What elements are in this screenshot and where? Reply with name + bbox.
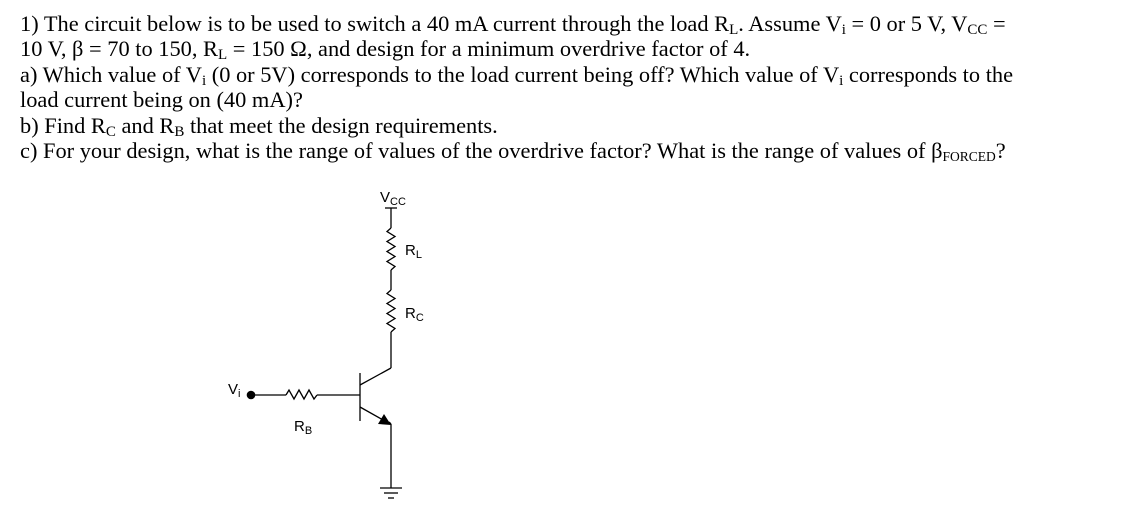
vi-label-sub: i	[238, 388, 241, 400]
line2-sub-l: L	[218, 47, 228, 64]
line5-sub-b: B	[174, 123, 185, 140]
line1-text-b: . Assume V	[738, 11, 842, 36]
rb-label	[294, 418, 312, 437]
vi-label-main: V	[228, 381, 239, 398]
rc-label-main: R	[405, 305, 416, 322]
line4-text: load current being on (40 mA)?	[20, 87, 303, 113]
line1-text-c: = 0 or 5 V, V	[845, 11, 968, 36]
line3-text-a: a) Which value of V	[20, 61, 202, 87]
line5-sub-c: C	[105, 123, 116, 140]
line2-text-b: = 150 Ω, and design for a minimum overdrive factor of 4.	[227, 36, 751, 62]
line1-sub-l: L	[729, 22, 739, 38]
line1-text-a: 1) The circuit below is to be used to switch a 40 mA current through the load R	[20, 11, 730, 36]
line3-sub-i-1: i	[201, 72, 207, 89]
rb-resistor-symbol	[286, 390, 317, 399]
vcc-label	[380, 189, 406, 208]
vcc-label-main: V	[380, 189, 391, 206]
rb-label-main: R	[294, 418, 305, 435]
rc-label-sub: C	[415, 312, 424, 324]
line5-text-a: b) Find R	[20, 112, 106, 138]
line6-text-a: c) For your design, what is the range of values of the overdrive factor? What is the range of values of β	[20, 137, 943, 163]
rl-resistor-symbol	[387, 228, 395, 270]
vcc-label-sub: CC	[390, 196, 406, 208]
line3-sub-i-2: i	[839, 72, 844, 89]
line6-sub-forced: FORCED	[942, 148, 996, 164]
rl-label	[405, 242, 422, 261]
line2-text-a: 10 V, β = 70 to 150, R	[20, 36, 218, 62]
line5-text-c: that meet the design requirements.	[184, 112, 498, 138]
rl-label-sub: L	[415, 249, 422, 261]
emitter-arrow-icon	[378, 414, 391, 425]
transistor-collector	[360, 368, 391, 385]
line6-text-b: ?	[995, 137, 1006, 163]
line3-text-b: (0 or 5V) corresponds to the load current being off? Which value of V	[206, 61, 840, 87]
rb-label-sub: B	[304, 425, 313, 437]
rc-resistor-symbol	[387, 290, 395, 332]
line1-text-d: =	[987, 11, 1006, 36]
line5-text-b: and R	[115, 112, 175, 138]
rl-label-main: R	[405, 242, 416, 259]
line3-text-c: corresponds to the	[843, 61, 1014, 87]
line1-sub-i: i	[841, 22, 846, 38]
vi-label	[228, 381, 240, 400]
line1-sub-cc: CC	[967, 22, 988, 38]
rc-label	[405, 305, 424, 324]
